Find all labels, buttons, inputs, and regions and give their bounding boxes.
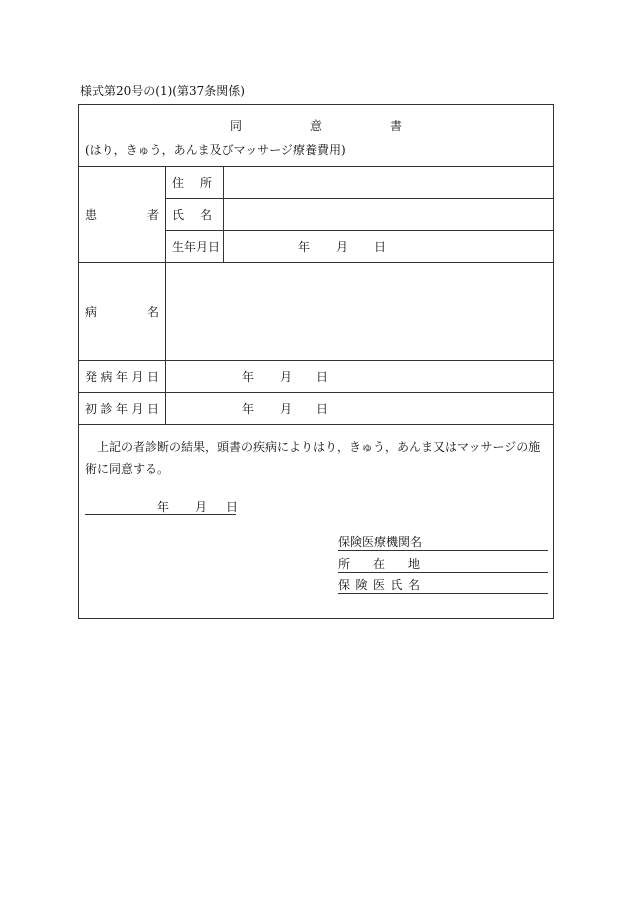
- document-title: 同 意 書: [229, 119, 403, 133]
- certification-date-field[interactable]: 年 月 日: [85, 498, 236, 515]
- name-field[interactable]: [224, 199, 554, 231]
- institution-name-field[interactable]: [338, 533, 548, 551]
- location-field[interactable]: [338, 555, 548, 573]
- certification-section: [79, 425, 554, 619]
- certification-text: 上記の者診断の結果，頭書の疾病によりはり，きゅう，あんま又はマッサージの施術に同意する。: [85, 440, 541, 476]
- institution-name-label: 保険医療機関名: [338, 535, 423, 549]
- birthdate-label: 生年月日: [166, 231, 224, 263]
- patient-label: 患 者: [79, 167, 166, 263]
- consent-form-table: [78, 104, 554, 619]
- address-label: 住 所: [166, 167, 224, 199]
- doctor-name-field[interactable]: [338, 576, 548, 594]
- disease-label: 病 名: [79, 263, 166, 361]
- first-visit-date-label: 初 診 年 月 日: [79, 393, 166, 425]
- doctor-name-label: 保 険 医 氏 名: [338, 578, 420, 592]
- document-subtitle: (はり，きゅう，あんま及びマッサージ療養費用): [85, 143, 346, 157]
- disease-field[interactable]: [166, 263, 554, 361]
- onset-date-field[interactable]: 年 月 日: [166, 361, 554, 393]
- form-number: 様式第20号の(1)(第37条関係): [80, 84, 245, 98]
- birthdate-field[interactable]: 年 月 日: [224, 231, 554, 263]
- onset-date-label: 発 病 年 月 日: [79, 361, 166, 393]
- location-label: 所 在 地: [338, 557, 420, 571]
- title-section: [79, 105, 554, 167]
- name-label: 氏 名: [166, 199, 224, 231]
- first-visit-date-field[interactable]: 年 月 日: [166, 393, 554, 425]
- address-field[interactable]: [224, 167, 554, 199]
